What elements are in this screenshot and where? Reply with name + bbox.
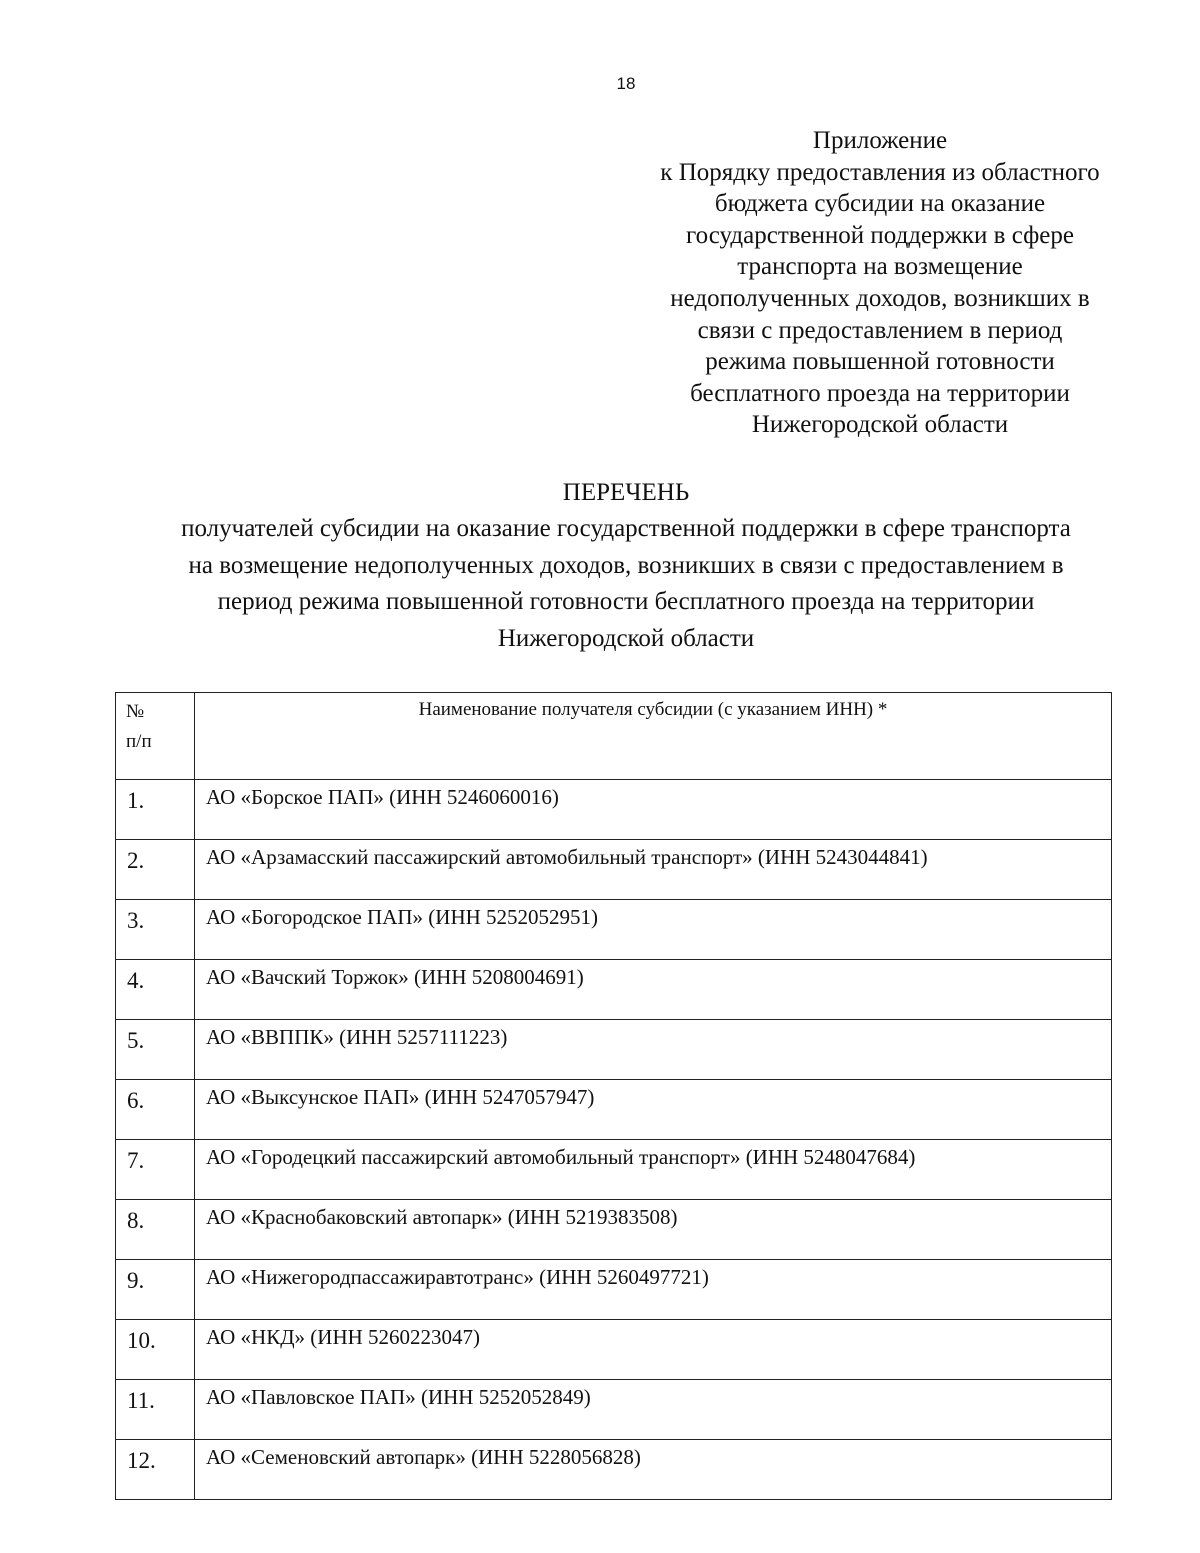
subtitle-line: период режима повышенной готовности бесплатного проезда на территории [217, 588, 1035, 615]
table-header-row [116, 693, 1112, 780]
page-number: 18 [616, 74, 636, 93]
row-number: 1. [116, 780, 195, 840]
appendix-line: режима повышенной готовности [705, 348, 1055, 376]
appendix-line: к Порядку предоставления из областного [660, 158, 1100, 186]
row-number: 12. [116, 1440, 195, 1500]
table-row [116, 1380, 1112, 1440]
row-recipient-name: АО «Богородское ПАП» (ИНН 5252052951) [195, 900, 1112, 960]
table-row [116, 1140, 1112, 1200]
appendix-line: государственной поддержки в сфере [685, 221, 1074, 249]
row-recipient-name: АО «Борское ПАП» (ИНН 5246060016) [195, 780, 1112, 840]
row-number: 7. [116, 1140, 195, 1200]
row-recipient-name: АО «Выксунское ПАП» (ИНН 5247057947) [195, 1080, 1112, 1140]
row-recipient-name: АО «ВВППК» (ИНН 5257111223) [195, 1020, 1112, 1080]
header-name-cell: Наименование получателя субсидии (с указанием ИНН) * [195, 693, 1112, 780]
row-number: 11. [116, 1380, 195, 1440]
table-row [116, 1320, 1112, 1380]
row-number: 9. [116, 1260, 195, 1320]
appendix-block [620, 125, 1140, 441]
appendix-line: Приложение [812, 127, 948, 154]
table-row [116, 900, 1112, 960]
appendix-line: транспорта на возмещение [737, 253, 1023, 281]
row-recipient-name: АО «Городецкий пассажирский автомобильный транспорт» (ИНН 5248047684) [195, 1140, 1112, 1200]
row-recipient-name: АО «Павловское ПАП» (ИНН 5252052849) [195, 1380, 1112, 1440]
row-number: 2. [116, 840, 195, 900]
table-row [116, 1200, 1112, 1260]
row-number: 6. [116, 1080, 195, 1140]
row-number: 10. [116, 1320, 195, 1380]
subtitle-line: на возмещение недополученных доходов, возникших в связи с предоставлением в [188, 551, 1064, 579]
table-row [116, 1440, 1112, 1500]
list-subtitle [0, 511, 1200, 657]
row-number: 8. [116, 1200, 195, 1260]
header-number-symbol: № [126, 701, 145, 722]
appendix-line: связи с предоставлением в период [697, 316, 1063, 344]
table-row [116, 1080, 1112, 1140]
appendix-line: бесплатного проезда на территории [690, 379, 1070, 407]
header-number-abbr: п/п [126, 731, 152, 752]
row-recipient-name: АО «НКД» (ИНН 5260223047) [195, 1320, 1112, 1380]
table-row [116, 840, 1112, 900]
row-recipient-name: АО «Вачский Торжок» (ИНН 5208004691) [195, 960, 1112, 1020]
appendix-line: Нижегородской области [751, 411, 1009, 439]
table-row [116, 960, 1112, 1020]
list-title: ПЕРЕЧЕНЬ [562, 479, 690, 506]
header-number-cell [116, 693, 195, 780]
subtitle-line: получателей субсидии на оказание государственной поддержки в сфере транспорта [181, 515, 1071, 542]
table-row [116, 780, 1112, 840]
row-number: 5. [116, 1020, 195, 1080]
row-recipient-name: АО «Нижегородпассажиравтотранс» (ИНН 5260497721) [195, 1260, 1112, 1320]
row-recipient-name: АО «Краснобаковский автопарк» (ИНН 5219383508) [195, 1200, 1112, 1260]
row-recipient-name: АО «Арзамасский пассажирский автомобильный транспорт» (ИНН 5243044841) [195, 840, 1112, 900]
table-row [116, 1260, 1112, 1320]
subtitle-line: Нижегородской области [497, 624, 755, 652]
row-recipient-name: АО «Семеновский автопарк» (ИНН 5228056828) [195, 1440, 1112, 1500]
appendix-line: бюджета субсидии на оказание [714, 190, 1046, 218]
row-number: 4. [116, 960, 195, 1020]
table-row [116, 1020, 1112, 1080]
recipients-table [115, 692, 1112, 1500]
row-number: 3. [116, 900, 195, 960]
appendix-line: недополученных доходов, возникших в [670, 284, 1090, 312]
